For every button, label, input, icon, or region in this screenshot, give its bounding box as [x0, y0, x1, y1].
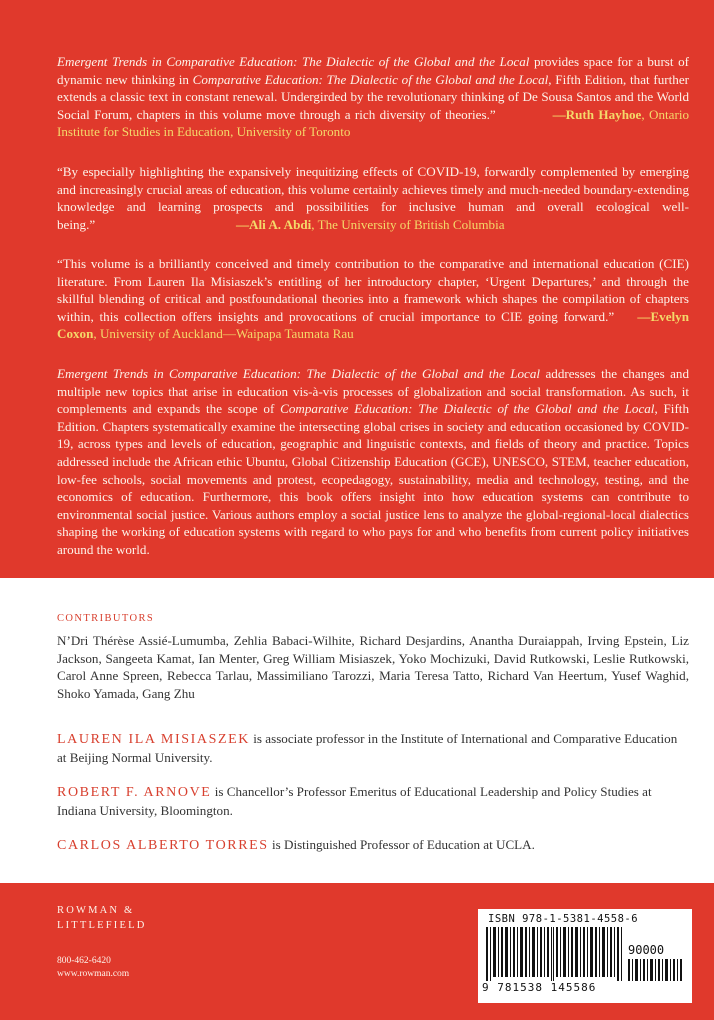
endorser-name: —Ruth Hayhoe	[552, 106, 642, 122]
contributors-heading: CONTRIBUTORS	[57, 613, 155, 624]
editor-bio: CARLOS ALBERTO TORRES is Distinguished Professor of Education at UCLA.	[57, 837, 535, 853]
publisher-website: www.rowman.com	[57, 969, 130, 979]
publisher-contact	[57, 955, 129, 981]
endorser-name: —Ali A. Abdi	[235, 216, 312, 232]
contributors-list: N’Dri Thérèse Assié-Lumumba, Zehlia Babaci-Wilhite, Richard Desjardins, Anantha Duraiappah, Irving Epstein, Liz Jackson, Sangeeta Kamat, Ian Menter, Greg William Misiaszek, Yoko Mochizuki, David Rutkowski, Leslie Rutkowski, Carol Anne Spreen, Rebecca Tarlau, Massimiliano Tarozzi, Maria Teresa Tatto, Richard Van Heertum, Yusef Waghid, Shoko Yamada, Gang Zhu	[57, 633, 689, 701]
endorsement-abdi: “By especially highlighting the expansively inequitizing effects of COVID-19, forwardly complemented by emerging and increasingly crucial areas of education, this volume certainly achieves timely and much-needed boundary-extending knowledge and learning prospects and possibilities for inclusive human and overall ecological well-being.” —Ali A. Abdi, The University of British Columbia	[57, 164, 689, 232]
isbn-number: ISBN 978-1-5381-4558-6	[488, 913, 639, 925]
barcode-bars-icon	[486, 927, 626, 981]
price-code: 90000	[628, 943, 665, 957]
publisher-logo: ROWMAN & LITTLEFIELD	[57, 905, 147, 931]
publisher-phone: 800-462-6420	[57, 956, 111, 966]
editor-bio: LAUREN ILA MISIASZEK is associate professor in the Institute of International and Comparative Education at Beijing Normal University.	[57, 731, 678, 765]
barcode-digits: 9 781538 145586	[482, 981, 597, 994]
price-barcode-icon	[628, 959, 684, 981]
endorser-affiliation: , Ontario Institute for Studies in Education, University of Toronto	[57, 106, 690, 140]
book-title-italic: Emergent Trends in Comparative Education: The Dialectic of the Global and the Local	[57, 54, 530, 70]
endorser-affiliation: , The University of British Columbia	[311, 216, 505, 232]
isbn-barcode	[478, 909, 692, 1003]
editor-name: ROBERT F. ARNOVE	[57, 785, 212, 800]
endorser-affiliation: , University of Auckland—Waipapa Taumata Rau	[93, 326, 354, 342]
contributors-panel	[0, 578, 714, 883]
endorsement-coxon: “This volume is a brilliantly conceived and timely contribution to the comparative and international education (CIE) literature. From Lauren Ila Misiaszek’s entitling of her introductory chapter, ‘Urgent Departures,’ and through the skillful blending of critical and postfoundational theories into a framework which shapes the compilation of chapters within, this collection offers insights and provocations of crucial importance to CIE going forward.” —Evelyn Coxon, University of Auckland—Waipapa Taumata Rau	[57, 256, 689, 342]
editor-name: LAUREN ILA MISIASZEK	[57, 732, 250, 747]
endorser-name: —Evelyn Coxon	[57, 308, 689, 342]
editor-name: CARLOS ALBERTO TORRES	[57, 838, 269, 853]
book-description: Emergent Trends in Comparative Education: The Dialectic of the Global and the Local addresses the changes and multiple new topics that arise in education vis-à-vis processes of globalization and social transformation. As such, it complements and expands the scope of Comparative Education: The Dialectic of the Global and the Local, Fifth Edition. Chapters systematically examine the intersecting global crises in society and education occasioned by COVID-19, across types and levels of education, geographic and linguistic contexts, and fields of theory and practice. Topics addressed include the African ethic Ubuntu, Global Citizenship Education (GCE), UNESCO, STEM, teacher education, low-fee schools, social movements and protest, ecopedagogy, sustainability, media and technology, testing, and the economics of education. Furthermore, this book offers insight into how education systems can contribute to environmental social justice. Various authors employ a social justice lens to analyze the global-regional-local dialectics shaping the working of education systems with regard to who pays for and who benefits from current policy initiatives around the world.	[57, 366, 689, 558]
endorsement-hayhoe: Emergent Trends in Comparative Education: The Dialectic of the Global and the Local provides space for a burst of dynamic new thinking in Comparative Education: The Dialectic of the Global and the Local, Fifth Edition, that further extends a classic text in constant renewal. Undergirded by the revolutionary thinking of De Sousa Santos and the World Social Forum, chapters in this volume move through a rich diversity of theories.” —Ruth Hayhoe, Ontario Institute for Studies in Education, University of Toronto	[57, 54, 690, 140]
editor-bio: ROBERT F. ARNOVE is Chancellor’s Professor Emeritus of Educational Leadership and Policy Studies at Indiana University, Bloomington.	[57, 784, 652, 818]
back-cover-footer	[0, 883, 714, 1020]
